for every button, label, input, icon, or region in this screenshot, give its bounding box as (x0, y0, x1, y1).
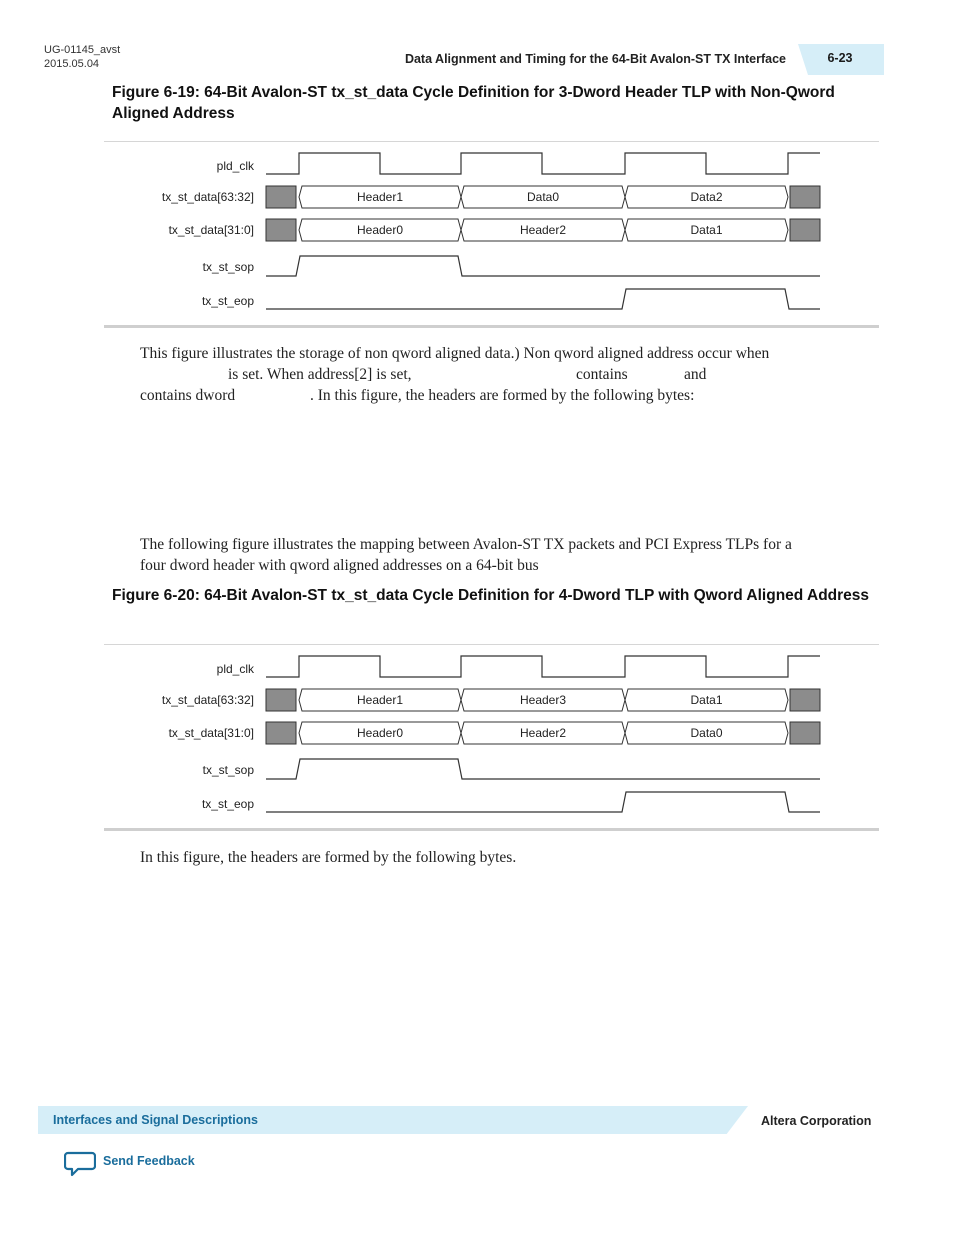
bus-idle-cell (790, 689, 820, 711)
clock-waveform (266, 153, 820, 174)
text-fragment: contains (576, 366, 628, 383)
paragraph-figure-intro (140, 534, 880, 576)
data-lo-value: Header2 (519, 726, 567, 740)
page-number: 6-23 (827, 51, 853, 65)
footer-section-link[interactable]: Interfaces and Signal Descriptions (53, 1113, 258, 1127)
data-hi-value: Data0 (526, 190, 560, 204)
signal-label: tx_st_data[63:32] (161, 190, 254, 204)
timing-diagram-6-20 (104, 651, 879, 821)
document-id (44, 43, 120, 71)
signal-label: tx_st_eop (201, 294, 254, 308)
data-lo-value: Data0 (690, 726, 723, 740)
signal-label: tx_st_data[31:0] (168, 726, 254, 740)
data-hi-value: Header1 (356, 190, 404, 204)
data-hi-value: Header3 (519, 693, 567, 707)
bus-idle-cell (790, 722, 820, 744)
figure-title-6-19: Figure 6-19: 64-Bit Avalon-ST tx_st_data Cycle Definition for 3-Dword Header TLP with Non-Qword Aligned Address (112, 84, 835, 122)
data-hi-value: Data1 (690, 693, 723, 707)
bus-idle-cell (266, 186, 296, 208)
bus-idle-cell (266, 219, 296, 241)
bus-idle-cell (266, 722, 296, 744)
figure-bottom-rule (104, 325, 879, 328)
bus-idle-cell (266, 689, 296, 711)
data-lo-value: Header2 (519, 223, 567, 237)
text-fragment: contains dword (140, 387, 236, 404)
signal-label: tx_st_data[31:0] (168, 223, 254, 237)
paragraph-non-qword (140, 343, 880, 406)
figure-bottom-rule (104, 828, 879, 831)
data-lo-value: Data1 (690, 223, 723, 237)
sop-waveform (266, 256, 820, 276)
signal-label: pld_clk (216, 159, 254, 173)
eop-waveform (266, 792, 820, 812)
signal-label: tx_st_data[63:32] (161, 693, 254, 707)
text-fragment: is set. When address[2] is set, (228, 366, 412, 383)
paragraph-line: This figure illustrates the storage of non qword aligned data.) Non qword aligned address occur when (140, 345, 770, 362)
figure-top-rule (104, 644, 879, 645)
signal-label: tx_st_eop (201, 797, 254, 811)
bus-idle-cell (790, 186, 820, 208)
paragraph-line: The following figure illustrates the mapping between Avalon-ST TX packets and PCI Express TLPs for a (140, 536, 792, 553)
footer-company: Altera Corporation (761, 1114, 872, 1128)
data-lo-value: Header0 (356, 223, 404, 237)
doc-id-text: UG-01145_avst (44, 44, 121, 56)
paragraph-line (140, 385, 880, 406)
doc-date-text: 2015.05.04 (44, 58, 100, 70)
eop-waveform (266, 289, 820, 309)
signal-label: pld_clk (216, 662, 254, 676)
clock-waveform (266, 656, 820, 677)
data-lo-value: Header0 (356, 726, 404, 740)
data-hi-value: Header1 (356, 693, 404, 707)
paragraph-line (140, 364, 880, 385)
text-fragment: . In this figure, the headers are formed by the following bytes: (310, 387, 695, 404)
feedback-icon[interactable] (64, 1150, 96, 1178)
signal-label: tx_st_sop (202, 763, 254, 777)
data-hi-value: Data2 (690, 190, 723, 204)
signal-label: tx_st_sop (202, 260, 254, 274)
paragraph-line: four dword header with qword aligned addresses on a 64-bit bus (140, 557, 539, 574)
paragraph-headers-bytes: In this figure, the headers are formed by the following bytes. (140, 849, 517, 866)
sop-waveform (266, 759, 820, 779)
figure-title-6-20: Figure 6-20: 64-Bit Avalon-ST tx_st_data Cycle Definition for 4-Dword TLP with Qword Aligned Address (112, 587, 870, 604)
timing-diagram-6-19 (104, 148, 879, 318)
running-header-title: Data Alignment and Timing for the 64-Bit Avalon-ST TX Interface (404, 52, 786, 66)
bus-idle-cell (790, 219, 820, 241)
figure-top-rule (104, 141, 879, 142)
send-feedback-link[interactable]: Send Feedback (103, 1154, 195, 1168)
text-fragment: and (684, 366, 707, 383)
